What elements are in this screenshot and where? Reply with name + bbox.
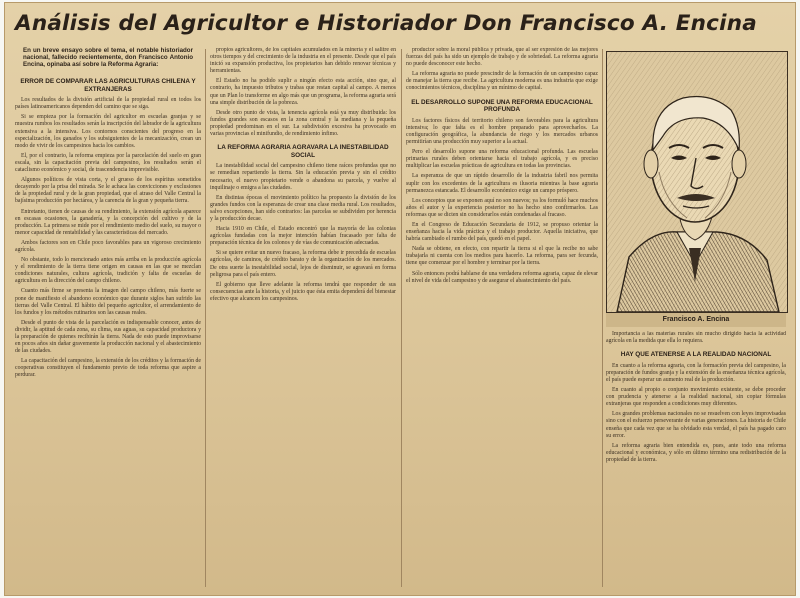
col2-paragraph: Si se quiere evitar un nuevo fracaso, la reforma debe ir precedida de escuelas agrícolas, de caminos, de crédito barato y de la organización de los mercados. De otra suerte la inestabilidad social, lejos de disminuir, se agravará en forma peligrosa para el país entero. — [210, 250, 396, 278]
col3-paragraph: Sólo entonces podrá hablarse de una verdadera reforma agraria, capaz de elevar el nivel de vida del campesino y de asegurar el abastecimiento del país. — [406, 270, 598, 284]
col2-paragraph: La inestabilidad social del campesino chileno tiene raíces profundas que no se remedian repartiendo la tierra. Sin la educación previa y sin el crédito necesario, el nuevo propietario vende o abandona su parcela, y vuelve al inquilinaje o emigra a las ciudades. — [210, 163, 396, 191]
col3-paragraph: Nada se obtiene, en efecto, con repartir la tierra si el que la recibe no sabe trabajarla ni cuenta con los medios para hacerlo. La reforma, para ser fecunda, tiene que comenzar por el hombre y terminar por la tierra. — [406, 246, 598, 267]
column-rule — [602, 49, 603, 587]
col3-paragraph: La esperanza de que un rápido desarrollo de la industria fabril nos permita suplir con los excedentes de la agricultura es ilusoria mientras la base agraria permanezca estancada. El desarrollo económico exige un campo próspero. — [406, 173, 598, 194]
col2-paragraph: propios agricultores, de los capitales acumulados en la minería y el salitre en otros tiempos y del crecimiento de la industria en el presente. Desde que el país inició su expansión productiva, los propietarios han debido renovar técnicas y herramientas. — [210, 47, 396, 75]
newspaper-page — [4, 2, 796, 596]
col1-paragraph: Desde el punto de vista de la parcelación es indispensable conocer, antes de dividir, la aptitud de cada zona, su clima, sus aguas, su capacidad productora y la preparación de quienes recibirán la tierra. Nada de esto puede improvisarse en pocos años sin dañar gravemente la producción nacional y el abastecimiento de las ciudades. — [15, 319, 201, 355]
lead-paragraph: En un breve ensayo sobre el tema, el notable historiador nacional, fallecido recientemente, don Francisco Antonio Encina, opinaba así sobre la Reforma Agraria: — [23, 47, 193, 68]
col2-paragraph: El gobierno que lleve adelante la reforma tendrá que responder de sus consecuencias ante la historia, y el juicio que ésta emita dependerá del bienestar efectivo que alcancen los campesinos. — [210, 281, 396, 302]
col4-paragraph: En cuanto a la reforma agraria, con la formación previa del campesino, la preparación de fundos granja y la extensión de la enseñanza técnica agrícola, el país puede esperar un aumento real de la producción. — [606, 362, 786, 383]
col1-paragraph: Los resultados de la división artificial de la propiedad rural en todos los países latinoamericanos dependen del camino que se siga. — [15, 97, 201, 111]
col4-paragraph: En cuanto al propio o conjunto movimiento existente, se debe proceder con prudencia y atenerse a la realidad nacional, sin copiar fórmulas extranjeras que responden a condiciones muy diferentes. — [606, 387, 786, 408]
column-2 — [210, 47, 396, 589]
portrait-drawing — [607, 52, 787, 312]
col1-paragraph: Si se empieza por la formación del agricultor en escuelas granjas y se muestra rumbos los resultados serán la inscripción del labrador de la agricultura extensiva a la intensiva. Los contornos conscientes del progreso en la especialización, los ganados y los subsiguientes de la mecanización, crean un modo de vivir de los campesinos hacia los cambios. — [15, 114, 201, 149]
col2-subheading: LA REFORMA AGRARIA AGRAVARA LA INESTABILIDAD SOCIAL — [217, 144, 389, 159]
col2-paragraph: El Estado no ha podido suplir a ningún efecto esta acción, sino que, al contrario, ha impuesto tributos y trabas que restan capital al campo. A menos que un Plan lo transforme en algo más que un programa, la reforma agraria será una simple distribución de la pobreza. — [210, 78, 396, 106]
portrait-image — [606, 51, 788, 313]
column-3 — [406, 47, 598, 589]
col4-paragraph: Importancia a las materias rurales sin mucho dirigido hacia la actividad agrícola en la medida que ella lo requiera. — [606, 331, 786, 345]
column-4 — [606, 331, 786, 589]
headline: Análisis del Agricultor e Historiador Don Francisco A. Encina — [15, 11, 757, 36]
col1-heading: ERROR DE COMPARAR LAS AGRICULTURAS CHILENA Y EXTRANJERAS — [20, 78, 196, 93]
col1-paragraph: El, por el contrario, la reforma empieza por la parcelación del suelo en gran escala, sin la capacitación previa del campesino, los resultados serán el cataclismo económico y social, de trascendencia imprevisible. — [15, 152, 201, 174]
col1-paragraph: Ambos factores son en Chile poco favorables para un vigoroso crecimiento agrícola. — [15, 239, 201, 253]
col3-subheading: EL DESARROLLO SUPONE UNA REFORMA EDUCACIONAL PROFUNDA — [411, 98, 593, 114]
col3-paragraph: En el Congreso de Educación Secundaria de 1912, se propuso orientar la enseñanza hacia la vida práctica y el trabajo productor. Aquella iniciativa, que habría cambiado el rumbo del país, quedó en el papel. — [406, 221, 598, 243]
column-rule — [205, 49, 206, 587]
col4-subheading: HAY QUE ATENERSE A LA REALIDAD NACIONAL — [620, 351, 772, 359]
col3-paragraph: La reforma agraria no puede prescindir de la formación de un campesino capaz de manejar la tierra que recibe. La agricultura moderna es una industria que exige conocimientos técnicos, disciplina y un mínimo de capital. — [406, 71, 598, 92]
col3-paragraph: Los conceptos que se exponen aquí no son nuevos; ya los formuló hace muchos años el autor y la experiencia posterior no ha hecho sino confirmarlos. Las reformas que se dicten sin considerarlos están condenadas al fracaso. — [406, 197, 598, 218]
column-rule — [401, 49, 402, 587]
column-1 — [15, 47, 201, 589]
col1-paragraph: Algunos políticos de vista corta, y el grueso de los espíritus sometidos decayendo por la prisa del mirada. Se le achaca las convicciones y exclusiones de la propiedad rural y de la gran propiedad, que el atraso del Valle Central la bajísima producción por hectárea, y la carencia de la gran y pequeña tierra. — [15, 177, 201, 205]
col1-paragraph: La capacitación del campesino, la extensión de los créditos y la formación de cooperativas constituyen el fundamento previo de toda reforma que aspire a perdurar. — [15, 358, 201, 379]
col2-paragraph: En distintas épocas el movimiento político ha propuesto la división de los grandes fundos con la esperanza de crear una clase media rural. Los resultados, salvo excepciones, han sido contrarios: las parcelas se subdividen por herencia y la producción decae. — [210, 194, 396, 222]
col1-paragraph: Cuanto más firme se presenta la imagen del campo chileno, más fuerte se pone de manifiesto el abandono económico que durante siglos han sufrido las tierras del Valle Central. El hábito del pequeño agricultor, el arrendamiento de los fundos y los métodos rutinarios son las causas reales. — [15, 288, 201, 316]
col2-paragraph: Hacia 1910 en Chile, el Estado encontró que la mayoría de las colonias agrícolas fundadas con la mejor intención habían fracasado por falta de preparación técnica de los colonos y de vías de comunicación adecuadas. — [210, 226, 396, 247]
col2-paragraph: Desde otro punto de vista, la tenencia agrícola está ya muy distribuida: los fundos grandes son escasos en la zona central y la mediana y la pequeña propiedad predominan en el sur. La subdivisión excesiva ha provocado en varias provincias el minifundio, de rendimiento ínfimo. — [210, 109, 396, 138]
col4-paragraph: Los grandes problemas nacionales no se resuelven con leyes improvisadas sino con el esfuerzo perseverante de varias generaciones. La historia de Chile enseña que cada vez que se ha olvidado esta verdad, el país ha pagado caro su error. — [606, 411, 786, 439]
portrait-caption: Francisco A. Encina — [606, 313, 786, 327]
col1-paragraph: No obstante, todo lo mencionado antes más arriba en la producción agrícola y el rendimiento de la tierra tiene origen en causas en las que se mezclan condiciones naturales, cultura agrícola, tradición y falta de escuelas de agricultura en la dirección del campo chileno. — [15, 257, 201, 285]
col3-paragraph: productor sobre la moral pública y privada, que al ser expresión de las mejores fuerzas del país ha sido un ejemplo de trabajo y de sobriedad. La reforma agraria no puede desconocer este hecho. — [406, 47, 598, 68]
col3-paragraph: Los factores físicos del territorio chileno son favorables para la agricultura intensiva; lo que falta es el hombre preparado para aprovecharlos. La configuración geográfica, la abundancia de riego y los mercados urbanos permitirían una producción muy superior a la actual. — [406, 117, 598, 146]
col3-paragraph: Pero el desarrollo supone una reforma educacional profunda. Las escuelas primarias rurales deben orientarse hacia el trabajo agrícola, y es preciso multiplicar las escuelas prácticas de agricultura en todas las provincias. — [406, 149, 598, 170]
col4-paragraph: La reforma agraria bien entendida es, pues, ante todo una reforma educacional y económica, y sólo en último término una redistribución de la propiedad de la tierra. — [606, 442, 786, 463]
col1-paragraph: Entretanto, tienen de causas de su rendimiento, la extensión agrícola aparece en escasas ocasiones, la ganadería, y la concepción del cultivo y de la producción. La primera se mide por el rendimiento medio del suelo, su mayor o menor capacidad de rentabilidad y las características del mercado. — [15, 208, 201, 236]
